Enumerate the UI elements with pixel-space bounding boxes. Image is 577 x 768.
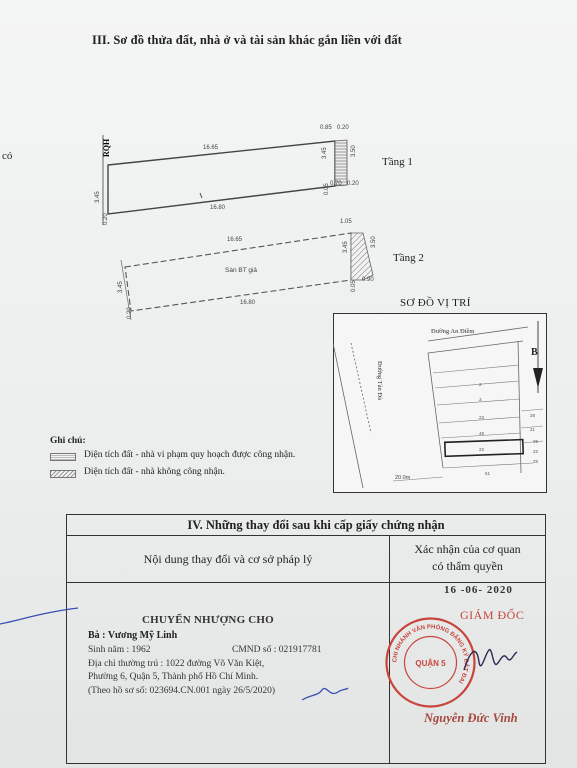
north-letter: B [531, 347, 538, 358]
dim-label: 3.45 [118, 281, 124, 293]
svg-text:CHI NHÁNH VĂN PHÒNG ĐĂNG KÝ ĐẤ [392, 623, 469, 685]
legend-approved: Diện tích đất - nhà vi phạm quy hoạch được công nhận. [84, 450, 296, 460]
road-top-label: Đường An Điềm [431, 328, 475, 335]
lot-number: 25 [533, 459, 539, 464]
dim-label: 0.05 [351, 280, 357, 292]
lot-number: 3 [479, 397, 482, 402]
ink-mark [300, 680, 350, 705]
scale-label: 20.0m [395, 475, 411, 481]
id-number: CMND số : 021917781 [232, 645, 322, 655]
notes-title: Ghi chú: [50, 436, 86, 446]
dim-label: 16.80 [210, 205, 226, 211]
confirmation-header-line2: có thẩm quyền [432, 559, 503, 573]
dim-label: 0.20 [337, 125, 349, 131]
director-title: GIÁM ĐỐC [460, 608, 525, 622]
dim-label: 1.05 [340, 219, 352, 225]
floor-plan-diagram [85, 115, 385, 325]
dim-label: 0.85 [320, 125, 332, 131]
dim-label: 0.70 [330, 181, 342, 187]
dim-label: 3.45 [343, 241, 349, 253]
section-3-title: III. Sơ đồ thửa đất, nhà ở và tài sản khác gắn liền với đất [92, 33, 402, 47]
lot-number: 28 [530, 413, 536, 418]
dim-label: 3.45 [322, 147, 328, 159]
column-header-confirmation [390, 536, 545, 583]
confirmation-header-line1: Xác nhận của cơ quan [414, 542, 521, 556]
birth-year: Sinh năm : 1962 [88, 645, 151, 655]
file-reference: (Theo hồ sơ số: 023694.CN.001 ngày 26/5/2020) [88, 686, 276, 696]
dim-label: 16.80 [240, 300, 256, 306]
lot-number: 23 [479, 415, 485, 420]
dim-label: 0.20 [127, 307, 133, 319]
dim-label: 0.90 [362, 277, 374, 283]
new-owner: Bà : Vương Mỹ Linh [88, 630, 178, 641]
ink-mark [0, 600, 80, 630]
dim-label: 3.50 [371, 236, 377, 248]
edge-text-fragment: có [2, 150, 13, 162]
floor1-outline [108, 141, 335, 214]
dim-label: 16.65 [203, 145, 219, 151]
road-side-label: Đường Tản Đà [376, 361, 383, 400]
legend-swatch-rejected [50, 470, 76, 478]
dim-label: 16.65 [227, 237, 243, 243]
dim-label: 0.20 [347, 181, 359, 187]
lot-number: 25 [533, 439, 539, 444]
lot-number: 51 [485, 471, 491, 476]
confirmation-date: 16 -06- 2020 [444, 584, 513, 596]
lot-number: 48 [479, 431, 485, 436]
changes-table [66, 514, 546, 764]
lot-number: 22 [479, 447, 485, 452]
floor1-label: Tầng 1 [382, 156, 413, 168]
signer-name: Nguyễn Đức Vinh [424, 711, 518, 725]
address-line2: Phường 6, Quận 5, Thành phố Hồ Chí Minh. [88, 672, 259, 682]
floor2-label: Tầng 2 [393, 252, 424, 264]
floor2-hatch-area [351, 233, 373, 280]
dim-label: 3.50 [351, 145, 357, 157]
legend-rejected: Diện tích đất - nhà không công nhận. [84, 467, 225, 477]
address-line1: Địa chỉ thường trú : 1022 đường Võ Văn Kiệt, [88, 659, 265, 669]
dim-label: 0.05 [324, 183, 330, 195]
location-map-title: SƠ ĐỒ VỊ TRÍ [400, 297, 471, 309]
lot-number: 2 [479, 382, 482, 387]
floor1-hatch-area [335, 140, 347, 186]
dim-label: 0.20 [103, 213, 109, 225]
stamp-ring-text: CHI NHÁNH VĂN PHÒNG ĐĂNG KÝ ĐẤT ĐAI [392, 624, 469, 685]
signature [459, 640, 519, 680]
dim-label: 3.45 [95, 191, 101, 203]
location-map [333, 313, 547, 493]
transfer-title: CHUYỂN NHƯỢNG CHO [142, 614, 274, 626]
road-label: RQH [102, 138, 111, 157]
lot-number: 21 [530, 427, 536, 432]
lot-number: 22 [533, 449, 539, 454]
section-4-title: IV. Những thay đổi sau khi cấp giấy chứng nhận [67, 515, 545, 536]
stamp-center-text: QUẬN 5 [415, 659, 446, 668]
change-content-cell [67, 583, 390, 763]
column-header-content: Nội dung thay đổi và cơ sở pháp lý [67, 536, 390, 583]
slab-label: Sàn BT giả [225, 267, 258, 274]
legend-swatch-approved [50, 453, 76, 461]
